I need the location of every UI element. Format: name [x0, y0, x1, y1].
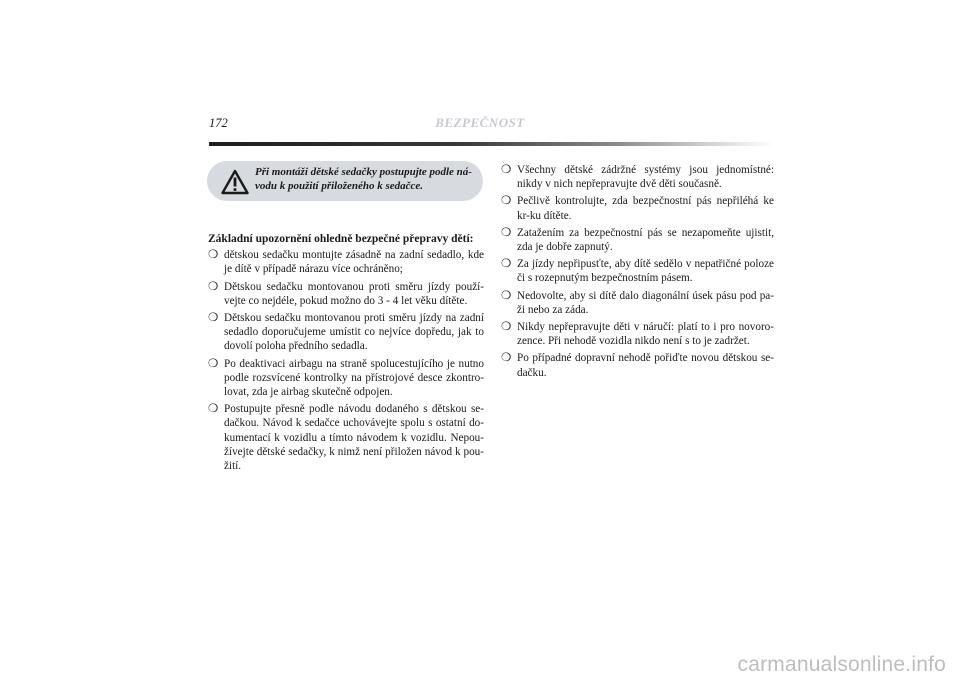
bullet-icon: ❍ — [501, 352, 512, 365]
list-item-text: Nikdy nepřepravujte děti v náručí: platí to i pro novoro-zence. Při nehodě vozidla nikdo není s to je zadržet. — [517, 321, 774, 348]
list-item-text: Nedovolte, aby si dítě dalo diagonální úsek pásu pod pa-ži nebo za záda. — [517, 289, 774, 316]
list-item — [208, 248, 484, 276]
bullet-icon: ❍ — [208, 280, 219, 293]
list-item-text: Pečlivě kontrolujte, zda bezpečnostní pás nepřiléhá ke kr-ku dítěte. — [517, 195, 774, 222]
list-item-text: Zatažením za bezpečnostní pás se nezapomeňte ujistit, zda je dobře zapnutý. — [517, 226, 774, 254]
list-heading: Základní upozornění ohledně bezpečné přepravy dětí: — [208, 233, 474, 245]
bullet-icon: ❍ — [208, 357, 219, 370]
warning-box — [207, 161, 483, 201]
list-item-text: Za jízdy nepřipusťte, aby dítě sedělo v nepatřičné poloze či s rozepnutým bezpečnostním pásem. — [517, 258, 774, 285]
list-item — [208, 280, 484, 308]
section-title: BEZPEČNOST — [435, 115, 525, 130]
list-item — [501, 257, 774, 285]
list-item-text: Po deaktivaci airbagu na straně spolucestujícího je nutno podle rozsvícené kontrolky na přístrojové desce zkontro-lovat, zda je airbag skutečně odpojen. — [224, 357, 484, 399]
list-item — [208, 357, 484, 400]
list-item — [501, 226, 774, 254]
bullet-icon: ❍ — [208, 312, 219, 325]
page-number: 172 — [209, 116, 228, 130]
list-item-text: Všechny dětské zádržné systémy jsou jednomístné: nikdy v nich nepřepravujte dvě děti současně. — [517, 164, 774, 191]
bullet-icon: ❍ — [501, 226, 512, 239]
bullet-icon: ❍ — [501, 321, 512, 334]
list-item — [501, 194, 774, 222]
bullet-icon: ❍ — [208, 403, 219, 416]
list-item-text: Dětskou sedačku montovanou proti směru jízdy použí-vejte co nejdéle, pokud možno do 3 - 4 let věku dítěte. — [224, 280, 484, 307]
warning-text: Při montáži dětské sedačky postupujte podle ná-vodu k použití přiloženého k sedačce. — [255, 166, 472, 192]
list-item — [501, 289, 774, 317]
bullet-icon: ❍ — [501, 258, 512, 271]
warning-triangle-icon — [221, 169, 249, 195]
bullet-icon: ❍ — [501, 164, 512, 176]
right-bullet-list — [501, 163, 774, 380]
watermark-link[interactable]: carmanualsonline.info — [737, 653, 946, 676]
bullet-icon: ❍ — [501, 289, 512, 302]
left-bullet-list — [208, 248, 484, 473]
list-item — [501, 351, 774, 379]
list-item — [208, 311, 484, 354]
bullet-icon: ❍ — [208, 249, 219, 262]
list-item-text: dětskou sedačku montujte zásadně na zadní sedadlo, kde je dítě v případě nárazu více ochráněno; — [224, 249, 484, 276]
list-item — [208, 402, 484, 473]
list-item — [501, 163, 774, 191]
list-item-text: Postupujte přesně podle návodu dodaného s dětskou se-dačkou. Návod k sedačce uchovávejte spolu s ostatní do-kumentací k vozidlu a tímto návodem k vozidlu. Nepou-žívejte dětské sedačky, k nimž není přiložen návod k pou-žití. — [224, 403, 484, 473]
header-rule — [209, 142, 774, 146]
list-item-text: Po případné dopravní nehodě pořiďte novou dětskou se-dačku. — [517, 352, 774, 379]
bullet-icon: ❍ — [501, 195, 512, 208]
list-item-text: Dětskou sedačku montovanou proti směru jízdy na zadní sedadlo doporučujeme umístit co nejvíce dopředu, jak to dovolí poloha předního sedadla. — [224, 312, 484, 353]
left-column — [208, 232, 484, 476]
right-column — [501, 163, 774, 383]
list-item — [501, 320, 774, 348]
